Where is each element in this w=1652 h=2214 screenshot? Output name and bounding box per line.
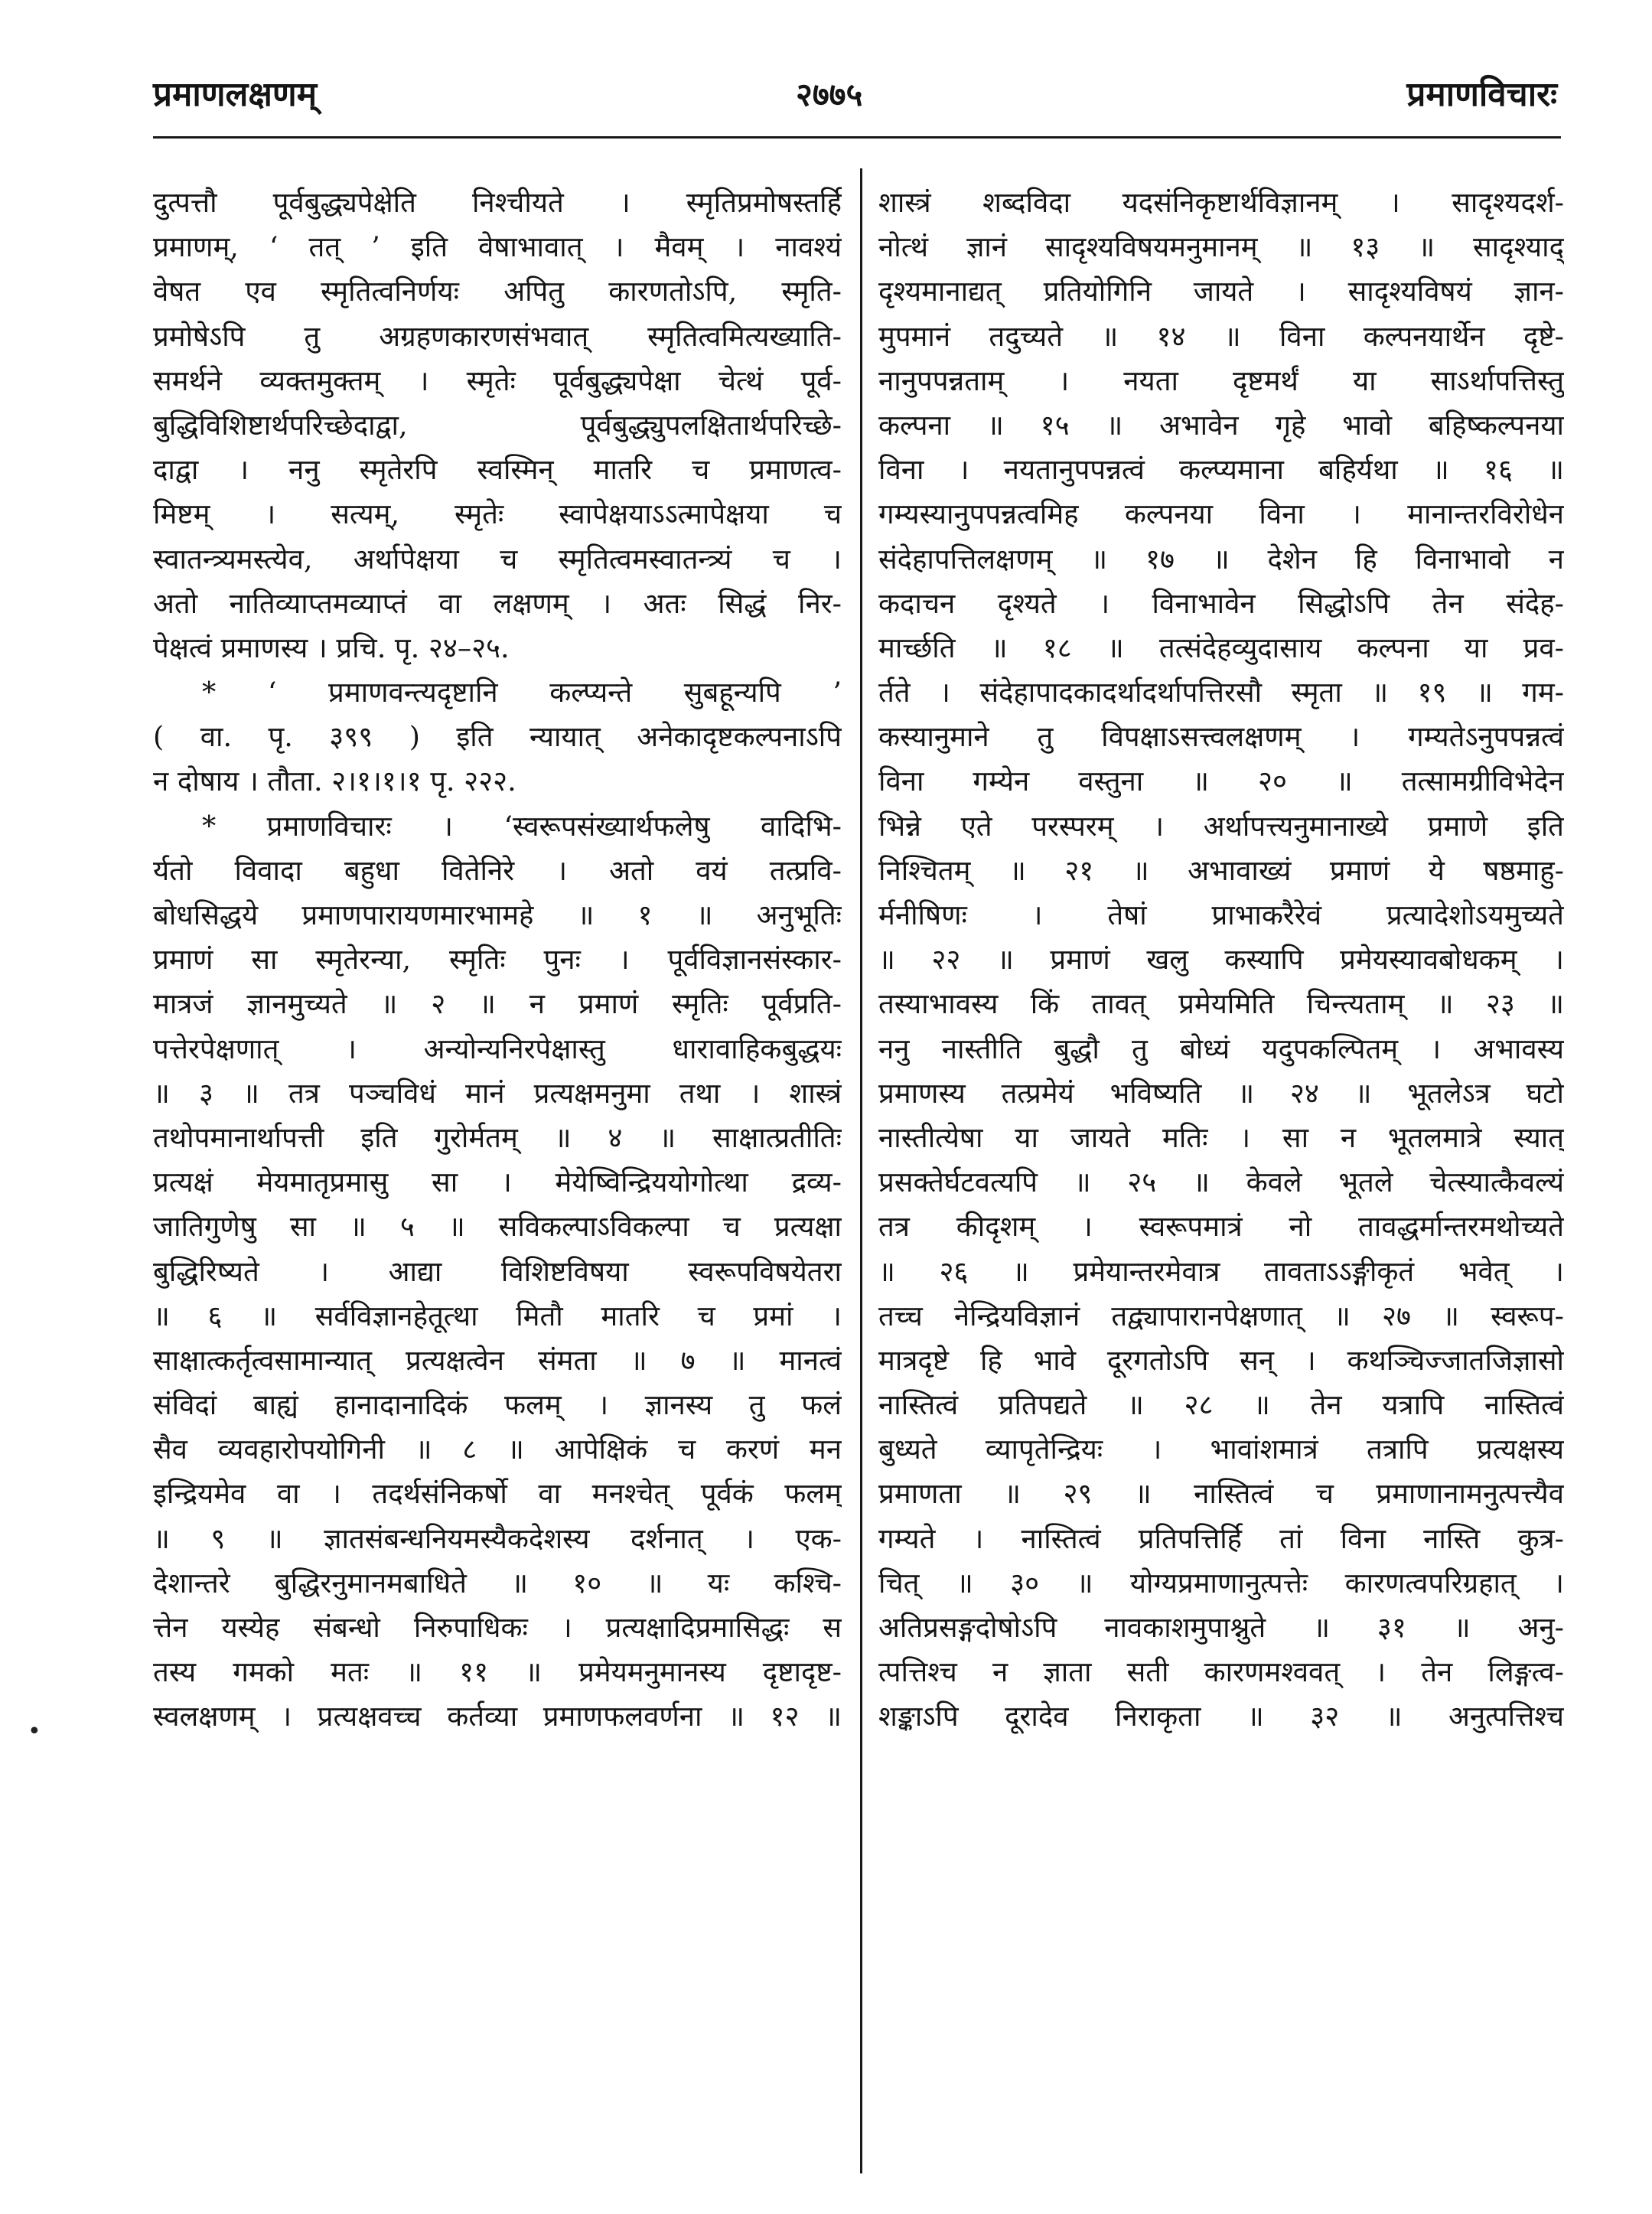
text-line: समर्थने व्यक्तमुक्तम् । स्मृतेः पूर्वबुद्ध्यपेक्षा चेत्थं पूर्व- xyxy=(153,364,842,397)
text-line: प्रमाणता ॥ २९ ॥ नास्तित्वं च प्रमाणानामनुत्पत्त्यैव xyxy=(878,1477,1564,1511)
text-line: नोत्थं ज्ञानं सादृश्यविषयमनुमानम् ॥ १३ ॥ सादृश्याद् xyxy=(878,230,1564,264)
text-line: मिष्टम् । सत्यम्, स्मृतेः स्वापेक्षयाऽऽत्मापेक्षया च xyxy=(153,497,842,531)
text-line: निश्चितम् ॥ २१ ॥ अभावाख्यं प्रमाणं ये षष्ठमाहु- xyxy=(878,853,1564,887)
text-line: तस्य गमको मतः ॥ ११ ॥ प्रमेयमनुमानस्य दृष्टादृष्ट- xyxy=(153,1655,842,1689)
text-line: तच्च नेन्द्रियविज्ञानं तद्व्यापारानपेक्षणात् ॥ २७ ॥ स्वरूप- xyxy=(878,1299,1564,1332)
text-line: पत्तेरपेक्षणात् । अन्योन्यनिरपेक्षास्तु धारावाहिकबुद्धयः xyxy=(153,1032,842,1065)
page-number: २७७५ xyxy=(796,76,863,113)
text-line: शङ्काऽपि दूरादेव निराकृता ॥ ३२ ॥ अनुत्पत्तिश्च xyxy=(878,1700,1564,1733)
text-line: प्रमाणम्, ‘ तत् ’ इति वेषाभावात् । मैवम् । नावश्यं xyxy=(153,230,842,264)
text-line: मुपमानं तदुच्यते ॥ १४ ॥ विना कल्पनयार्थेन दृष्टे- xyxy=(878,319,1564,353)
text-line: बुद्धिविशिष्टार्थपरिच्छेदाद्वा, पूर्वबुद्ध्युपलक्षितार्थपरिच्छे- xyxy=(153,408,842,442)
text-line: स्वातन्त्र्यमस्त्येव, अर्थापेक्षया च स्मृतित्वमस्वातन्त्र्यं च । xyxy=(153,542,842,576)
text-line: भिन्ने एते परस्परम् । अर्थापत्त्यनुमानाख्ये प्रमाणे इति xyxy=(878,809,1564,843)
text-line: र्यतो विवादा बहुधा वितेनिरे । अतो वयं तत्प्रवि- xyxy=(153,853,842,887)
text-line: र्मनीषिणः । तेषां प्राभाकरैरेवं प्रत्यादेशोऽयमुच्यते xyxy=(878,898,1564,931)
text-line: ( वा. पृ. ३९९ ) इति न्यायात् अनेकादृष्टकल्पनाऽपि xyxy=(153,720,842,754)
text-line: अतो नातिव्याप्तमव्याप्तं वा लक्षणम् । अतः सिद्धं निर- xyxy=(153,586,842,620)
text-line: मात्रजं ज्ञानमुच्यते ॥ २ ॥ न प्रमाणं स्मृतिः पूर्वप्रति- xyxy=(153,987,842,1021)
text-line: गम्यते । नास्तित्वं प्रतिपत्तिर्हि तां विना नास्ति कुत्र- xyxy=(878,1521,1564,1555)
text-line: नास्तीत्येषा या जायते मतिः । सा न भूतलमात्रे स्यात् xyxy=(878,1120,1564,1154)
text-line: सैव व्यवहारोपयोगिनी ॥ ८ ॥ आपेक्षिकं च करणं मन xyxy=(153,1433,842,1466)
text-line: ॥ २६ ॥ प्रमेयान्तरमेवात्र तावताऽऽङ्गीकृतं भवेत् । xyxy=(878,1254,1564,1288)
text-line: ॥ ३ ॥ तत्र पञ्चविधं मानं प्रत्यक्षमनुमा तथा । शास्त्रं xyxy=(153,1076,842,1110)
text-line: स्वलक्षणम् । प्रत्यक्षवच्च कर्तव्या प्रमाणफलवर्णना ॥ १२ ॥ xyxy=(153,1700,842,1733)
text-line: कल्पना ॥ १५ ॥ अभावेन गृहे भावो बहिष्कल्पनया xyxy=(878,408,1564,442)
text-line: विना । नयतानुपपन्नत्वं कल्प्यमाना बहिर्यथा ॥ १६ ॥ xyxy=(878,453,1564,487)
text-line: त्तेन यस्येह संबन्धो निरुपाधिकः । प्रत्यक्षादिप्रमासिद्धः स xyxy=(153,1611,842,1644)
text-line: गम्यस्यानुपपन्नत्वमिह कल्पनया विना । मानान्तरविरोधेन xyxy=(878,497,1564,531)
column-divider xyxy=(860,168,862,2173)
text-line: पेक्षत्वं प्रमाणस्य । प्रचि. पृ. २४–२५. xyxy=(153,631,510,664)
left-text-column xyxy=(153,181,842,1740)
text-line: चित् ॥ ३० ॥ योग्यप्रमाणानुत्पत्तेः कारणत्वपरिग्रहात् । xyxy=(878,1566,1564,1599)
text-line: त्पत्तिश्च न ज्ञाता सती कारणमश्ववत् । तेन लिङ्गत्व- xyxy=(878,1655,1564,1689)
text-line: र्तते । संदेहापादकादर्थादर्थापत्तिरसौ स्मृता ॥ १९ ॥ गम- xyxy=(878,676,1564,709)
text-line: तथोपमानार्थापत्ती इति गुरोर्मतम् ॥ ४ ॥ साक्षात्प्रतीतिः xyxy=(153,1120,842,1154)
margin-dot: • xyxy=(28,1718,41,1745)
text-line: प्रत्यक्षं मेयमातृप्रमासु सा । मेयेष्विन्द्रिययोगोत्था द्रव्य- xyxy=(153,1166,842,1199)
text-line: प्रमोषेऽपि तु अग्रहणकारणसंभवात् स्मृतित्वमित्यख्याति- xyxy=(153,319,842,353)
text-line: बोधसिद्धये प्रमाणपारायणमारभामहे ॥ १ ॥ अनुभूतिः xyxy=(153,898,842,931)
text-line: प्रमाणस्य तत्प्रमेयं भविष्यति ॥ २४ ॥ भूतलेऽत्र घटो xyxy=(878,1076,1564,1110)
text-line: नास्तित्वं प्रतिपद्यते ॥ २८ ॥ तेन यत्रापि नास्तित्वं xyxy=(878,1388,1564,1422)
text-line: बुद्धिरिष्यते । आद्या विशिष्टविषया स्वरूपविषयेतरा xyxy=(153,1254,842,1288)
text-line: ॥ ९ ॥ ज्ञातसंबन्धनियमस्यैकदेशस्य दर्शनात् । एक- xyxy=(153,1521,842,1555)
text-line: मार्च्छति ॥ १८ ॥ तत्संदेहव्युदासाय कल्पना या प्रव- xyxy=(878,631,1564,664)
text-line: दृश्यमानाद्यत् प्रतियोगिनि जायते । सादृश्यविषयं ज्ञान- xyxy=(878,275,1564,308)
text-line: विना गम्येन वस्तुना ॥ २० ॥ तत्सामग्रीविभेदेन xyxy=(878,765,1564,798)
text-line: प्रमाणं सा स्मृतेरन्या, स्मृतिः पुनः । पूर्वविज्ञानसंस्कार- xyxy=(153,943,842,977)
text-line: कदाचन दृश्यते । विनाभावेन सिद्धोऽपि तेन संदेह- xyxy=(878,586,1564,620)
text-line: ॥ ६ ॥ सर्वविज्ञानहेतूत्था मितौ मातरि च प्रमां । xyxy=(153,1299,842,1332)
text-line: जातिगुणेषु सा ॥ ५ ॥ सविकल्पाऽविकल्पा च प्रत्यक्षा xyxy=(153,1210,842,1244)
text-line: तस्याभावस्य किं तावत् प्रमेयमिति चिन्त्यताम् ॥ २३ ॥ xyxy=(878,987,1564,1021)
text-line: साक्षात्कर्तृत्वसामान्यात् प्रत्यक्षत्वेन संमता ॥ ७ ॥ मानत्वं xyxy=(153,1343,842,1377)
text-line: तत्र कीदृशम् । स्वरूपमात्रं नो तावद्धर्मान्तरमथोच्यते xyxy=(878,1210,1564,1244)
text-line: दुत्पत्तौ पूर्वबुद्ध्यपेक्षेति निश्चीयते । स्मृतिप्रमोषस्तर्हि xyxy=(153,186,842,219)
text-line: अतिप्रसङ्गदोषोऽपि नावकाशमुपाश्नुते ॥ ३१ ॥ अनु- xyxy=(878,1611,1564,1644)
text-line: बुध्यते व्यापृतेन्द्रियः । भावांशमात्रं तत्रापि प्रत्यक्षस्य xyxy=(878,1433,1564,1466)
header-rule xyxy=(153,136,1561,139)
text-line: दाद्वा । ननु स्मृतेरपि स्वस्मिन् मातरि च प्रमाणत्व- xyxy=(153,453,842,487)
text-line: संदेहापत्तिलक्षणम् ॥ १७ ॥ देशेन हि विनाभावो न xyxy=(878,542,1564,576)
text-line: न दोषाय । तौता. २।१।१।१ पृ. २२२. xyxy=(153,765,516,798)
running-header-left: प्रमाणलक्षणम् xyxy=(153,75,318,114)
text-line: देशान्तरे बुद्धिरनुमानमबाधिते ॥ १० ॥ यः कश्चि- xyxy=(153,1566,842,1599)
text-line: संविदां बाह्यं हानादानादिकं फलम् । ज्ञानस्य तु फलं xyxy=(153,1388,842,1422)
text-line: शास्त्रं शब्दविदा यदसंनिकृष्टार्थविज्ञानम् । सादृश्यदर्श- xyxy=(878,186,1564,219)
text-line: वेषत एव स्मृतित्वनिर्णयः अपितु कारणतोऽपि, स्मृति- xyxy=(153,275,842,308)
text-line: नानुपपन्नताम् । नयता दृष्टमर्थं या साऽर्थापत्तिस्तु xyxy=(878,364,1564,397)
text-line: ॥ २२ ॥ प्रमाणं खलु कस्यापि प्रमेयस्यावबोधकम् । xyxy=(878,943,1564,977)
text-line: कस्यानुमाने तु विपक्षाऽसत्त्वलक्षणम् । गम्यतेऽनुपपन्नत्वं xyxy=(878,720,1564,754)
text-line: इन्द्रियमेव वा । तदर्थसंनिकर्षो वा मनश्चेत् पूर्वकं फलम् xyxy=(153,1477,842,1511)
text-line: प्रसक्तेर्घटवत्यपि ॥ २५ ॥ केवले भूतले चेत्स्यात्कैवल्यं xyxy=(878,1166,1564,1199)
text-line: * प्रमाणविचारः । ‘स्वरूपसंख्यार्थफलेषु वादिभि- xyxy=(202,809,842,843)
text-line: * ‘ प्रमाणवन्त्यदृष्टानि कल्प्यन्ते सुबहून्यपि ’ xyxy=(202,676,842,709)
running-header-right: प्रमाणविचारः xyxy=(1406,75,1557,114)
text-line: मात्रदृष्टे हि भावे दूरगतोऽपि सन् । कथञ्चिज्जातजिज्ञासो xyxy=(878,1343,1564,1377)
right-text-column xyxy=(878,181,1564,1740)
text-line: ननु नास्तीति बुद्धौ तु बोध्यं यदुपकल्पितम् । अभावस्य xyxy=(878,1032,1564,1065)
